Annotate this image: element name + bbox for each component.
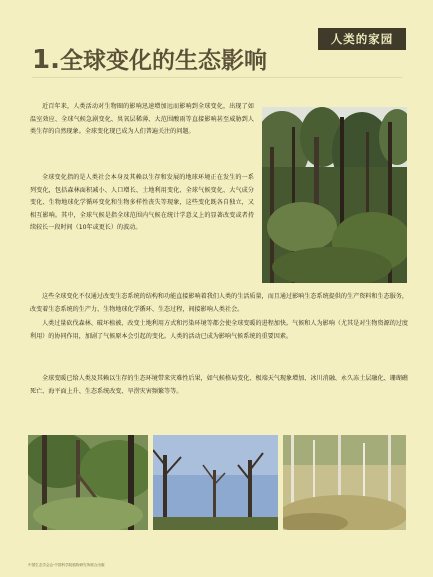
dead-trees-forest-photo [28,435,148,530]
section-tag: 人类的家园 [318,28,406,50]
dry-grass-photo [283,435,406,530]
forest-photo [262,107,407,283]
title-text: 全球变化的生态影响 [59,48,267,74]
bare-trees-sky-photo [153,435,278,530]
title-divider [32,77,402,78]
paragraph-5: 全球变暖已给人类及其赖以生存的生态环境带来灾难性后果，如气候格局变化、极端天气现象增加、冰川消融、永久冻土层融化、珊瑚礁死亡、海平面上升、生态系统改变、旱涝灾害频繁等等。 [30,375,408,395]
page-title [32,42,332,82]
paragraph-4: 人类过量砍伐森林、破坏植被、改变土地利用方式和污染环境等都会使全球变暖的进程加快。气候和人为影响（尤其是对生物资源的过度利用）的协同作用，加剧了气候原本会引起的变化。人类的活动已成为影响气候系统的重要因素。 [30,320,408,340]
footer-note: 中国生态学会会·中国科学院植物研究所联合出版 [28,563,105,567]
title-number: 1. [32,45,60,75]
paragraph-1: 近百年来，人类活动对生物圈的影响迅速增加远而影响到全球变化，出现了如温室效应、全球气候急剧变化、臭氧层稀薄、大范围酸雨等直接影响甚至威胁到人类生存的自然现象。全球变化现已成为人们普遍关注的问题。 [30,103,254,136]
paragraph-2: 全球变化指的是人类社会本身及其赖以生存和发展的地球环境正在发生的一系列变化，包括森林面积减小、人口增长、土地利用变化、全球气候变化、大气成分变化、生物地球化学循环变化和生物多样性丧失等现象，这些变化既各自独立，又相互影响。其中，全球气候是指全球范围内气候在统计学意义上的显著改变或者持续较长一段时间（10年或更长）的波动。 [30,174,254,232]
paragraph-3: 这些全球变化不仅通过改变生态系统的结构和功能直接影响着我们人类的生活质量，而且通过影响生态系统提供的生产资料和生态服务，改变着生态系统的生产力、生物地球化学循环、生态过程，间接影响人类社会。 [30,293,408,313]
